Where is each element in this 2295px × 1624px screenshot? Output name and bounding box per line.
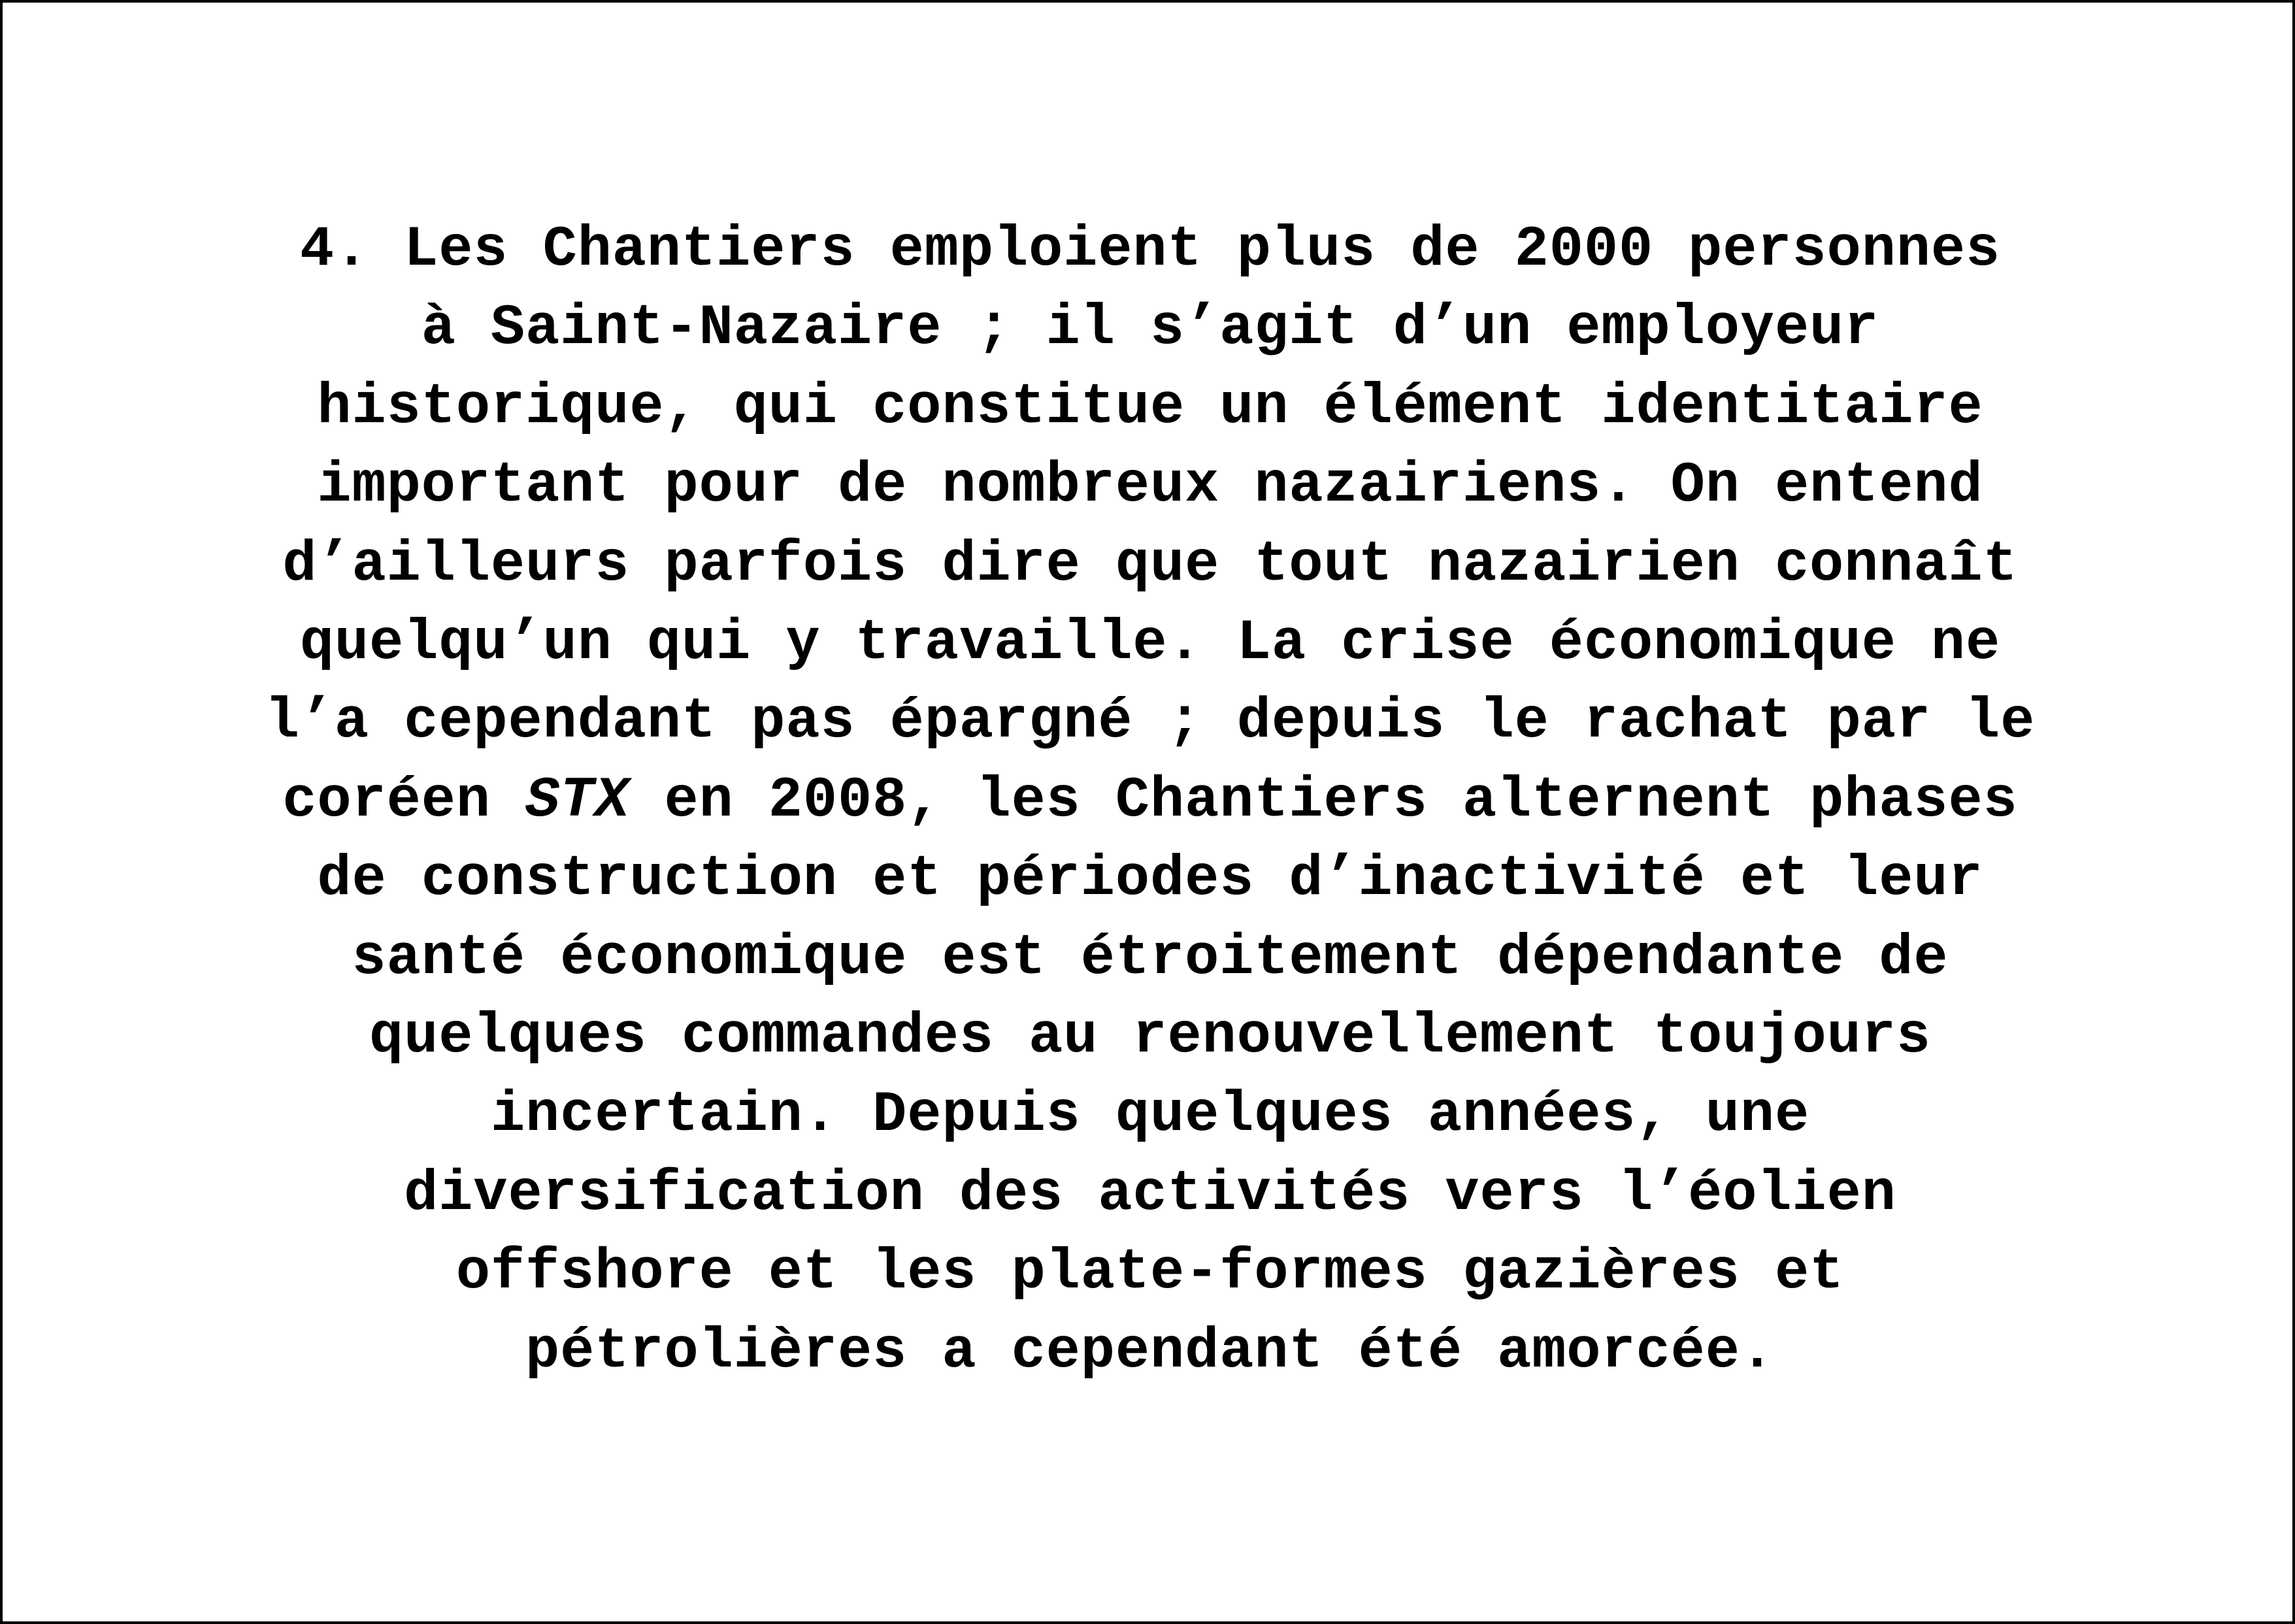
text-line-1: 4. Les Chantiers emploient plus de 2000 personnes bbox=[299, 218, 2001, 282]
text-line-11: quelques commandes au renouvellement toujours bbox=[369, 1005, 1931, 1070]
text-line-5: d’ailleurs parfois dire que tout nazairien connaît bbox=[282, 533, 2018, 597]
text-line-9: de construction et périodes d’inactivité et leur bbox=[317, 848, 1983, 912]
text-line-8 bbox=[3, 762, 2295, 840]
text-line-6: quelqu’un qui y travaille. La crise économique ne bbox=[299, 612, 2001, 676]
text-line-7: l’a cependant pas épargné ; depuis le rachat par le bbox=[265, 690, 2036, 755]
text-line-10: santé économique est étroitement dépendante de bbox=[352, 926, 1949, 991]
text-line-2: à Saint-Nazaire ; il s’agit d’un employeur bbox=[421, 297, 1879, 361]
text-line-8-before: coréen bbox=[282, 769, 526, 833]
text-line-4: important pour de nombreux nazairiens. On entend bbox=[317, 454, 1983, 519]
text-line-12: incertain. Depuis quelques années, une bbox=[490, 1084, 1810, 1148]
text-line-13: diversification des activités vers l’éolien bbox=[404, 1162, 1896, 1227]
text-line-15: pétrolières a cependant été amorcée. bbox=[525, 1319, 1775, 1384]
paragraph-text bbox=[3, 211, 2295, 1391]
text-line-3: historique, qui constitue un élément identitaire bbox=[317, 375, 1983, 440]
text-line-8-after: en 2008, les Chantiers alternent phases bbox=[629, 769, 2018, 833]
company-name-stx: STX bbox=[525, 769, 630, 833]
text-line-14: offshore et les plate-formes gazières et bbox=[455, 1241, 1845, 1306]
